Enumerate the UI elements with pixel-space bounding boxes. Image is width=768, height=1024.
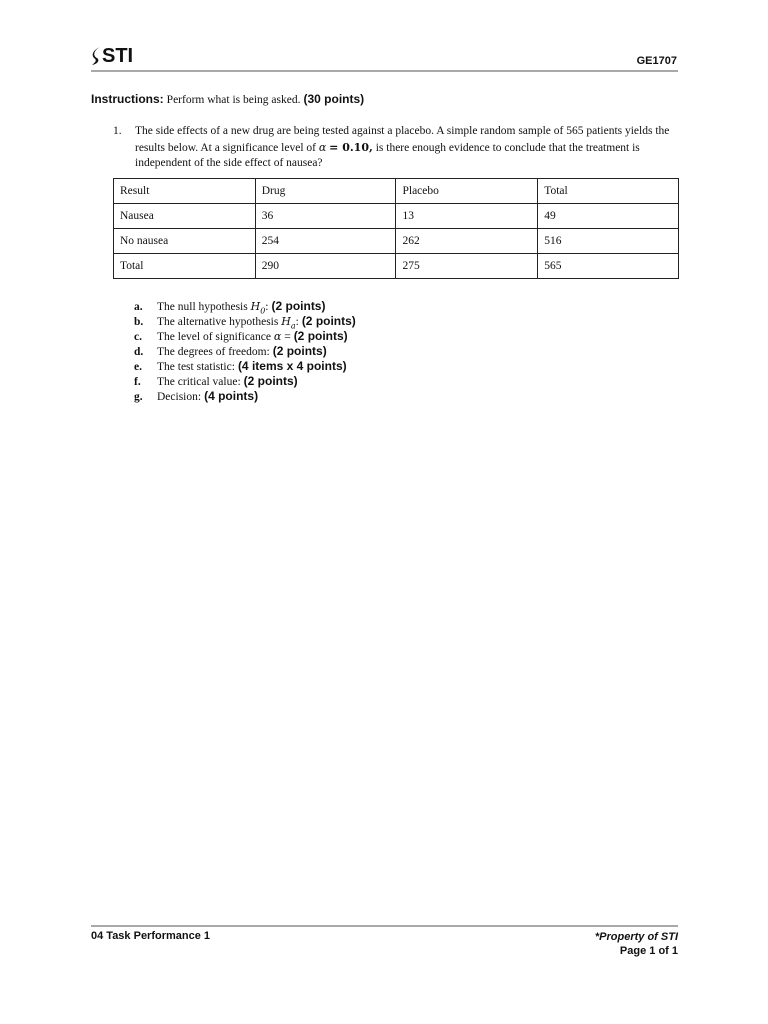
instructions-label: Instructions:: [91, 92, 164, 106]
table-row: [114, 254, 679, 279]
sti-logo: [91, 44, 133, 68]
item-points: (4 points): [204, 389, 259, 403]
item-letter: c.: [134, 331, 142, 343]
item-letter: g.: [134, 391, 143, 403]
question-number: 1.: [113, 125, 122, 137]
item-symbol: H: [281, 315, 291, 328]
item-label: The level of significance: [157, 331, 271, 343]
list-item: [134, 314, 356, 329]
question-text: [135, 124, 679, 172]
item-letter: b.: [134, 316, 144, 328]
item-suffix: :: [265, 301, 269, 313]
table-row: [114, 204, 679, 229]
question-1: [113, 124, 679, 172]
item-letter: d.: [134, 346, 144, 358]
item-label: The null hypothesis: [157, 301, 248, 313]
list-item: [134, 344, 356, 359]
question-text-part2: is there enough evidence to conclude that the treatment is independent of the side effect of nausea?: [135, 141, 640, 169]
table-header-cell: Placebo: [396, 179, 538, 204]
table-header-cell: Total: [538, 179, 679, 204]
item-symbol: α: [273, 330, 282, 343]
logo-text: STI: [102, 45, 134, 67]
table-cell: 565: [538, 254, 679, 279]
item-points: (4 items x 4 points): [237, 359, 347, 373]
sti-swoosh-icon: [91, 46, 101, 66]
item-points: (2 points): [271, 299, 326, 313]
list-item: [134, 329, 356, 344]
results-table: [113, 178, 679, 279]
table-cell: 36: [255, 204, 396, 229]
table-cell: 254: [255, 229, 396, 254]
item-subscript: 0: [260, 306, 266, 316]
item-points: (2 points): [301, 314, 356, 328]
table-cell: Nausea: [114, 204, 256, 229]
sub-question-list: [134, 299, 356, 404]
item-suffix: =: [281, 331, 291, 343]
item-letter: a.: [134, 301, 143, 313]
table-cell: No nausea: [114, 229, 256, 254]
item-symbol: H: [250, 300, 261, 313]
document-code: GE1707: [636, 55, 677, 67]
item-text: [157, 329, 291, 345]
table-cell: 516: [538, 229, 679, 254]
item-letter: f.: [134, 376, 141, 388]
footer-right: [595, 930, 678, 958]
table-row: [114, 229, 679, 254]
item-suffix: :: [295, 316, 299, 328]
question-text-part1: The side effects of a new drug are being tested against a placebo. A simple random sample of 565 patients yields the results below. At a significance level of: [135, 125, 670, 154]
table-cell: Total: [114, 254, 256, 279]
footer-title: 04 Task Performance 1: [91, 930, 211, 942]
instructions-text: Perform what is being asked.: [166, 94, 301, 106]
table-cell: 49: [538, 204, 679, 229]
item-text: The degrees of freedom:: [157, 346, 270, 358]
table-cell: 262: [396, 229, 538, 254]
instructions-points: (30 points): [303, 92, 365, 106]
list-item: [134, 359, 356, 374]
table-cell: 13: [396, 204, 538, 229]
list-item: [134, 389, 356, 404]
table-cell: 275: [396, 254, 538, 279]
header-divider: [91, 70, 678, 72]
instructions: [91, 92, 364, 107]
item-letter: e.: [134, 361, 142, 373]
list-item: [134, 374, 356, 389]
item-points: (2 points): [272, 344, 327, 358]
item-text: The critical value:: [157, 376, 241, 388]
table-header-cell: Drug: [255, 179, 396, 204]
table-cell: 290: [255, 254, 396, 279]
item-subscript: a: [290, 321, 296, 331]
item-text: The test statistic:: [157, 361, 235, 373]
item-points: (2 points): [293, 329, 348, 343]
item-points: (2 points): [243, 374, 298, 388]
table-header-cell: Result: [114, 179, 256, 204]
alpha-value: = 0.10,: [329, 140, 373, 154]
table-header-row: [114, 179, 679, 204]
item-label: The alternative hypothesis: [157, 316, 279, 328]
alpha-symbol: α: [318, 140, 327, 154]
page-number: Page 1 of 1: [619, 945, 678, 957]
property-notice: *Property of STI: [594, 931, 678, 943]
list-item: [134, 299, 356, 314]
item-text: Decision:: [157, 391, 202, 403]
footer-divider: [91, 925, 678, 927]
